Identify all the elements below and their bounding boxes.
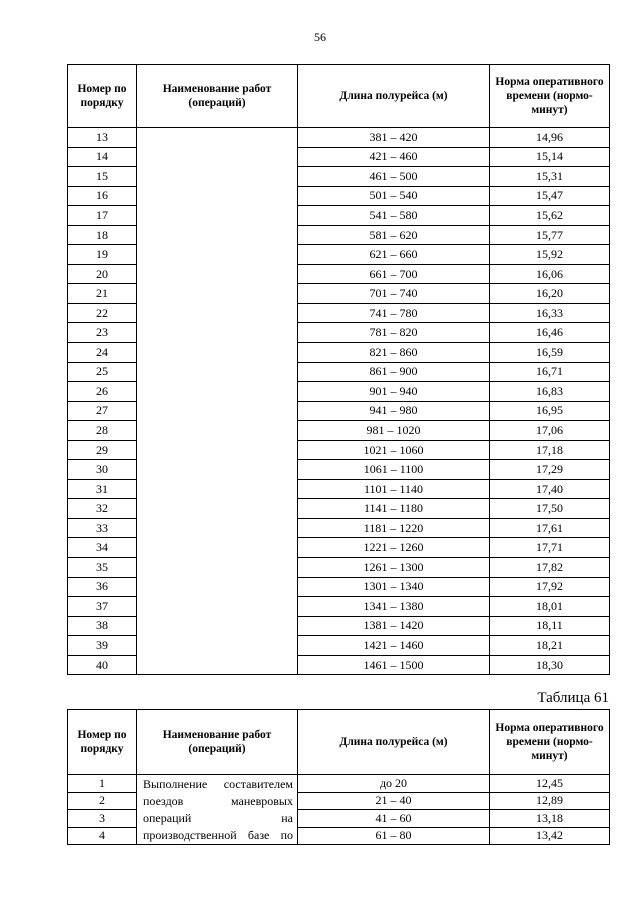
row-number: 13 <box>68 128 137 148</box>
length-cell: 1461 – 1500 <box>298 655 490 675</box>
length-cell: 501 – 540 <box>298 186 490 206</box>
table-header-row <box>68 710 610 775</box>
row-number: 24 <box>68 343 137 363</box>
length-cell: 901 – 940 <box>298 382 490 402</box>
row-number: 21 <box>68 284 137 304</box>
table-header-row <box>68 65 610 128</box>
length-cell: 1061 – 1100 <box>298 460 490 480</box>
row-number: 2 <box>68 792 137 810</box>
table-caption: Таблица 61 <box>537 690 609 706</box>
norm-cell: 16,95 <box>490 401 610 421</box>
norm-cell: 18,11 <box>490 616 610 636</box>
length-cell: 941 – 980 <box>298 401 490 421</box>
row-number: 15 <box>68 167 137 187</box>
norm-cell: 15,14 <box>490 147 610 167</box>
row-number: 38 <box>68 616 137 636</box>
norm-cell: 17,29 <box>490 460 610 480</box>
length-cell: 21 – 40 <box>298 792 490 810</box>
length-cell: 1381 – 1420 <box>298 616 490 636</box>
norm-cell: 16,46 <box>490 323 610 343</box>
row-number: 30 <box>68 460 137 480</box>
length-cell: до 20 <box>298 775 490 793</box>
header-norm: Норма оперативного времени (нормо-минут) <box>490 710 610 775</box>
norm-cell: 18,21 <box>490 636 610 656</box>
length-cell: 1221 – 1260 <box>298 538 490 558</box>
norm-cell: 12,89 <box>490 792 610 810</box>
operation-line: производственной базе по <box>143 828 293 842</box>
norm-cell: 18,30 <box>490 655 610 675</box>
row-number: 32 <box>68 499 137 519</box>
row-number: 17 <box>68 206 137 226</box>
norm-cell: 17,18 <box>490 440 610 460</box>
norms-table-continued <box>67 64 610 675</box>
norm-cell: 15,62 <box>490 206 610 226</box>
row-number: 29 <box>68 440 137 460</box>
length-cell: 701 – 740 <box>298 284 490 304</box>
norm-cell: 13,18 <box>490 810 610 828</box>
row-number: 1 <box>68 775 137 793</box>
norm-cell: 16,59 <box>490 343 610 363</box>
length-cell: 61 – 80 <box>298 827 490 845</box>
row-number: 40 <box>68 655 137 675</box>
norm-cell: 15,92 <box>490 245 610 265</box>
length-cell: 461 – 500 <box>298 167 490 187</box>
header-operation: Наименование работ (операций) <box>137 65 298 128</box>
header-length: Длина полурейса (м) <box>298 710 490 775</box>
table-row <box>68 775 610 793</box>
row-number: 26 <box>68 382 137 402</box>
row-number: 37 <box>68 597 137 617</box>
norm-cell: 16,71 <box>490 362 610 382</box>
norms-table-61 <box>67 709 610 845</box>
norm-cell: 12,45 <box>490 775 610 793</box>
norm-cell: 15,31 <box>490 167 610 187</box>
norm-cell: 16,33 <box>490 303 610 323</box>
page-number: 56 <box>314 30 326 44</box>
row-number: 4 <box>68 827 137 845</box>
length-cell: 781 – 820 <box>298 323 490 343</box>
norm-cell: 14,96 <box>490 128 610 148</box>
norm-cell: 17,82 <box>490 558 610 578</box>
row-number: 14 <box>68 147 137 167</box>
row-number: 16 <box>68 186 137 206</box>
norm-cell: 16,83 <box>490 382 610 402</box>
header-number: Номер по порядку <box>68 710 137 775</box>
row-number: 18 <box>68 225 137 245</box>
operation-cell <box>137 128 298 675</box>
length-cell: 1301 – 1340 <box>298 577 490 597</box>
norm-cell: 17,71 <box>490 538 610 558</box>
norm-cell: 17,50 <box>490 499 610 519</box>
norm-cell: 15,47 <box>490 186 610 206</box>
length-cell: 381 – 420 <box>298 128 490 148</box>
operation-line: Выполнение составителем <box>143 777 293 791</box>
length-cell: 1341 – 1380 <box>298 597 490 617</box>
norm-cell: 16,20 <box>490 284 610 304</box>
norm-cell: 17,40 <box>490 479 610 499</box>
header-operation: Наименование работ (операций) <box>137 710 298 775</box>
row-number: 31 <box>68 479 137 499</box>
row-number: 34 <box>68 538 137 558</box>
row-number: 3 <box>68 810 137 828</box>
row-number: 28 <box>68 421 137 441</box>
row-number: 27 <box>68 401 137 421</box>
row-number: 22 <box>68 303 137 323</box>
length-cell: 1181 – 1220 <box>298 518 490 538</box>
table-row <box>68 128 610 148</box>
length-cell: 981 – 1020 <box>298 421 490 441</box>
norm-cell: 18,01 <box>490 597 610 617</box>
length-cell: 821 – 860 <box>298 343 490 363</box>
norm-cell: 17,06 <box>490 421 610 441</box>
length-cell: 1101 – 1140 <box>298 479 490 499</box>
length-cell: 741 – 780 <box>298 303 490 323</box>
norm-cell: 17,92 <box>490 577 610 597</box>
length-cell: 1141 – 1180 <box>298 499 490 519</box>
length-cell: 581 – 620 <box>298 225 490 245</box>
row-number: 36 <box>68 577 137 597</box>
row-number: 20 <box>68 264 137 284</box>
header-number: Номер по порядку <box>68 65 137 128</box>
header-norm: Норма оперативного времени (нормо-минут) <box>490 65 610 128</box>
operation-line: поездов маневровых <box>143 794 293 808</box>
norm-cell: 16,06 <box>490 264 610 284</box>
row-number: 19 <box>68 245 137 265</box>
row-number: 39 <box>68 636 137 656</box>
length-cell: 421 – 460 <box>298 147 490 167</box>
norm-cell: 13,42 <box>490 827 610 845</box>
header-length: Длина полурейса (м) <box>298 65 490 128</box>
operation-line: операций на <box>143 811 293 825</box>
length-cell: 621 – 660 <box>298 245 490 265</box>
length-cell: 661 – 700 <box>298 264 490 284</box>
length-cell: 1021 – 1060 <box>298 440 490 460</box>
row-number: 25 <box>68 362 137 382</box>
operation-cell <box>137 775 298 845</box>
length-cell: 41 – 60 <box>298 810 490 828</box>
row-number: 23 <box>68 323 137 343</box>
length-cell: 1261 – 1300 <box>298 558 490 578</box>
norm-cell: 17,61 <box>490 518 610 538</box>
norm-cell: 15,77 <box>490 225 610 245</box>
length-cell: 1421 – 1460 <box>298 636 490 656</box>
length-cell: 541 – 580 <box>298 206 490 226</box>
row-number: 33 <box>68 518 137 538</box>
length-cell: 861 – 900 <box>298 362 490 382</box>
row-number: 35 <box>68 558 137 578</box>
